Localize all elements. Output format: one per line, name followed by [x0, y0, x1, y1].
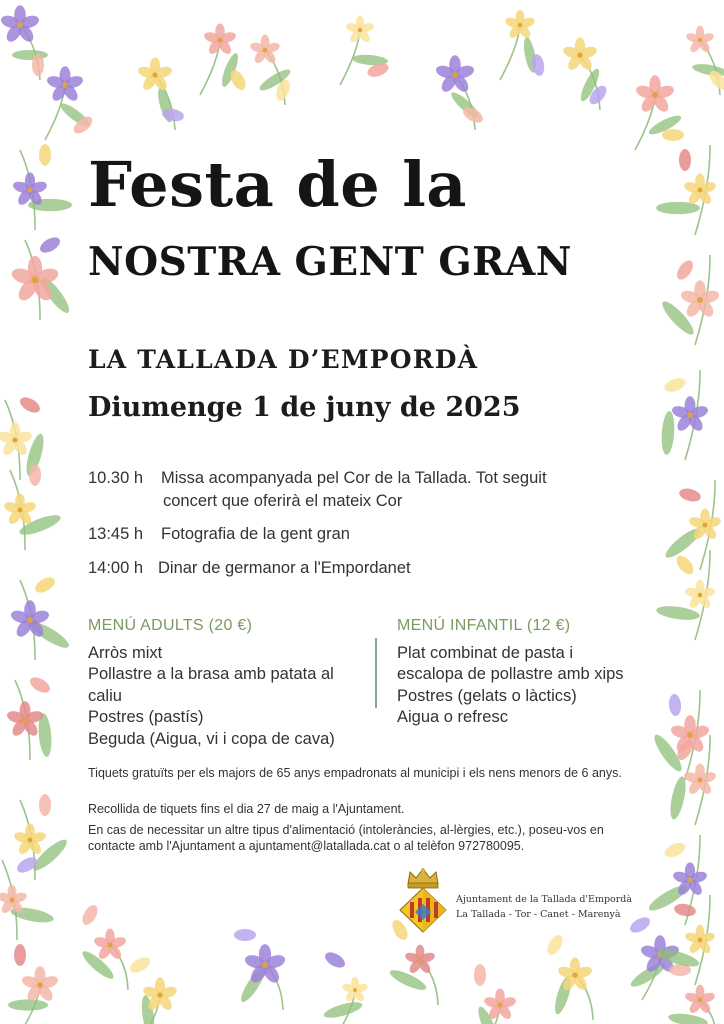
menu-divider: [375, 638, 377, 708]
schedule-text-continued: concert que oferirà el mateix Cor: [163, 492, 403, 510]
schedule-time: 10.30 h: [88, 469, 144, 487]
menu-item: Postres (gelats o làctics): [397, 686, 577, 705]
event-place: LA TALLADA D’EMPORDÀ: [88, 345, 479, 374]
poster-subtitle: NOSTRA GENT GRAN: [88, 239, 572, 285]
schedule-text: Fotografia de la gent gran: [161, 525, 350, 543]
schedule-text: Missa acompanyada pel Cor de la Tallada. Tot seguit: [161, 469, 547, 487]
council-villages: La Tallada - Tor - Canet - Marenyà: [456, 909, 621, 920]
menu-item: Aigua o refresc: [397, 708, 508, 726]
menu-item: Beguda (Aigua, vi i copa de cava): [88, 729, 335, 748]
schedule-time: 14:00 h: [88, 559, 144, 577]
schedule-item: [88, 523, 628, 546]
menu-item: Postres (pastís): [88, 708, 204, 726]
menu-item: Arròs mixt: [88, 643, 163, 662]
council-name: [456, 892, 632, 922]
council-title: Ajuntament de la Tallada d'Empordà: [456, 894, 633, 905]
menu-item: caliu: [88, 686, 122, 705]
schedule-text: Dinar de germanor a l'Empordanet: [158, 559, 411, 577]
event-date: Diumenge 1 de juny de 2025: [88, 392, 521, 423]
note-diet: En cas de necessitar un altre tipus d'alimentació (intoleràncies, al-lèrgies, etc.), poseu-vos en contacte amb l'Ajuntament a ajuntament@latallada.cat o al telèfon 972780095.: [88, 823, 604, 853]
council-crest-icon: [398, 866, 448, 939]
menu-kids-heading: MENÚ INFANTIL (12 €): [397, 617, 571, 634]
menu-adults: [88, 615, 368, 750]
note-tickets: Tiquets gratuïts per els majors de 65 anys empadronats al municipi i els nens menors de 6 anys.: [88, 766, 622, 780]
menu-item: escalopa de pollastre amb xips: [397, 665, 624, 683]
note-pickup: Recollida de tiquets fins el dia 27 de maig a l'Ajuntament.: [88, 802, 405, 816]
menu-adults-heading: MENÚ ADULTS (20 €): [88, 617, 253, 634]
menu-item: Plat combinat de pasta i: [397, 643, 574, 662]
schedule-item: [88, 557, 628, 580]
poster-title: Festa de la: [88, 148, 467, 221]
schedule-time: 13:45 h: [88, 525, 144, 543]
menu-kids: [397, 615, 667, 729]
schedule-item: [88, 467, 628, 513]
menu-item: Pollastre a la brasa amb patata al: [88, 665, 334, 683]
